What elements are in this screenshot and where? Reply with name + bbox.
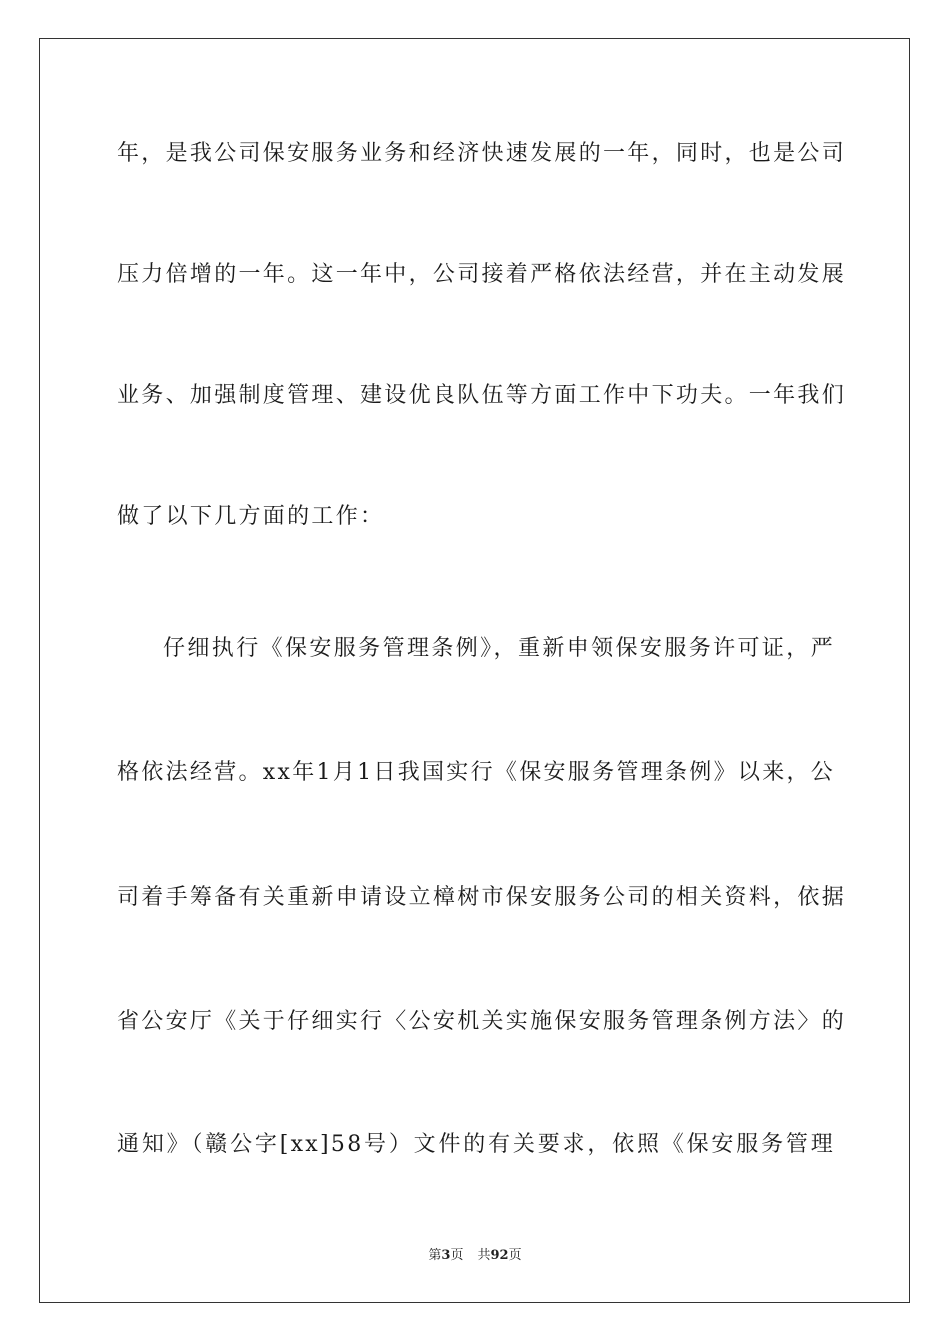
body-text-line-3: 业务、加强制度管理、建设优良队伍等方面工作中下功夫。一年我们: [117, 383, 847, 408]
body-text-line-6: 格依法经营。xx年1月1日我国实行《保安服务管理条例》以来，公: [117, 760, 836, 785]
body-text-line-2: 压力倍增的一年。这一年中，公司接着严格依法经营，并在主动发展: [117, 262, 847, 287]
page-prefix: 第: [428, 1248, 442, 1263]
body-text-line-9: 通知》（赣公字[xx]58号）文件的有关要求，依照《保安服务管理: [117, 1132, 835, 1157]
page-suffix: 页: [450, 1248, 464, 1263]
total-prefix: 共: [477, 1248, 491, 1263]
page-number: 3: [441, 1248, 451, 1263]
body-text-line-7: 司着手筹备有关重新申请设立樟树市保安服务公司的相关资料，依据: [117, 885, 847, 910]
body-text-line-8: 省公安厅《关于仔细实行〈公安机关实施保安服务管理条例方法〉的: [117, 1009, 847, 1034]
page-footer: [0, 1247, 950, 1265]
total-pages: 92: [490, 1248, 509, 1263]
body-text-line-5: 仔细执行《保安服务管理条例》，重新申领保安服务许可证，严: [163, 636, 835, 661]
page-border: [39, 38, 910, 1303]
body-text-line-4: 做了以下几方面的工作：: [117, 504, 385, 529]
total-suffix: 页: [508, 1248, 522, 1263]
body-text-line-1: 年，是我公司保安服务业务和经济快速发展的一年，同时，也是公司: [117, 141, 847, 166]
